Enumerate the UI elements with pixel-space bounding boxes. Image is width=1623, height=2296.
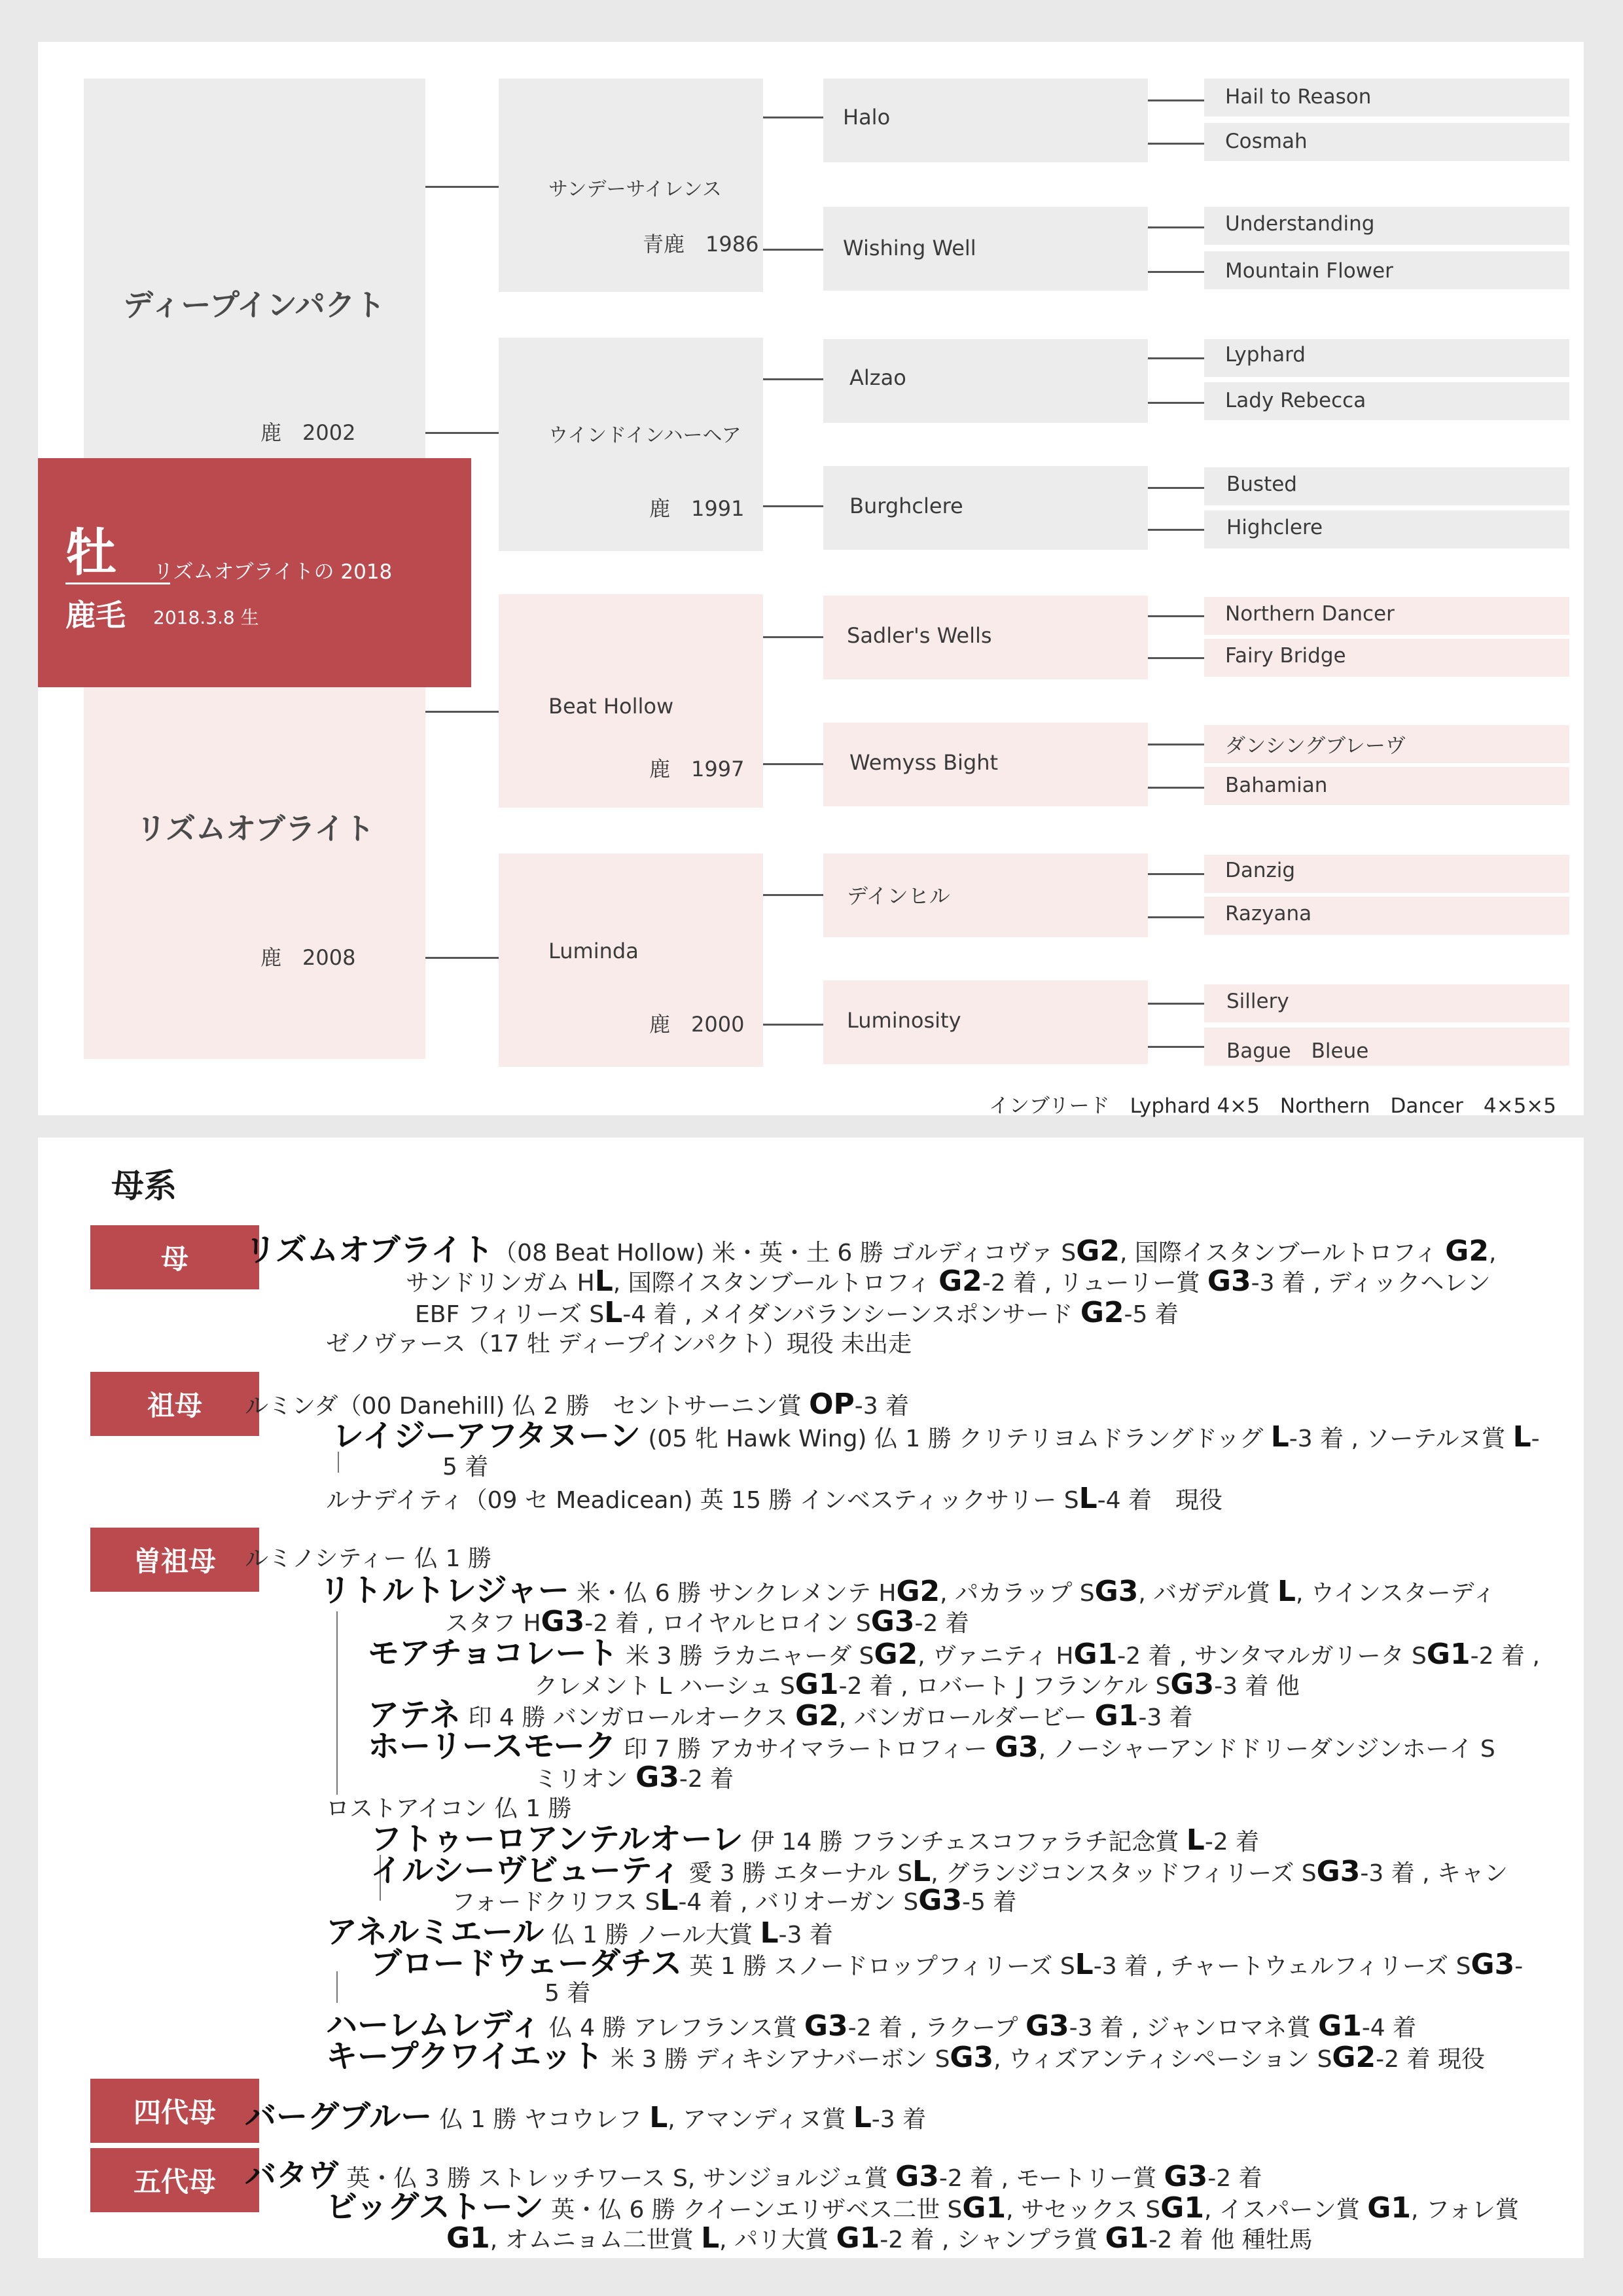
gen4-box — [1204, 207, 1569, 245]
record-text: 伊 14 勝 フランチェスコファラチ記念賞 — [743, 1829, 1186, 1856]
gen4-name: Understanding — [1225, 212, 1375, 236]
gen2-name: Beat Hollow — [548, 694, 674, 719]
maternal-line — [326, 2191, 1519, 2226]
grade-label: G2 — [896, 1575, 940, 1608]
record-text: 仏 4 勝 アレフランス賞 — [541, 2015, 804, 2041]
gen4-box — [1204, 251, 1569, 289]
grade-label: L — [660, 1884, 679, 1917]
record-text: , サセックス S — [1006, 2197, 1161, 2223]
gen2-info: 鹿 1991 — [649, 496, 745, 521]
record-text: ルミンダ（00 Danehill) 仏 2 勝 セントサーニン賞 — [245, 1393, 810, 1420]
grade-label: G3 — [1207, 1265, 1251, 1298]
maternal-line — [326, 1329, 912, 1360]
record-text: フォードクリフス S — [452, 1889, 660, 1916]
record-text: -3 着 , チャートウェルフィリーズ S — [1093, 1953, 1471, 1980]
gen4-box — [1204, 984, 1569, 1022]
gen4-box — [1204, 725, 1569, 763]
grade-label: OP — [809, 1388, 855, 1421]
connector-line — [425, 957, 499, 959]
grade-label: L — [1512, 1420, 1531, 1454]
gen4-box — [1204, 767, 1569, 805]
grade-label: G3 — [1316, 1855, 1361, 1888]
record-text: （08 Beat Hollow) 米・英・土 6 勝 ゴルディコヴァ S — [493, 1240, 1077, 1266]
connector-line — [425, 432, 499, 434]
horse-name: イルシーヴビューティ — [370, 1852, 681, 1889]
pedigree-panel — [38, 42, 1584, 1118]
record-text: , バガデル賞 — [1138, 1580, 1277, 1607]
grade-label: L — [594, 1265, 613, 1298]
sire-name: ディープインパクト — [123, 287, 385, 323]
record-text: -2 着 , シャンプラ賞 — [880, 2227, 1105, 2253]
record-text: -2 着 — [914, 1610, 969, 1637]
record-text: -2 着 — [1204, 1829, 1260, 1856]
grade-label: G3 — [950, 2041, 994, 2074]
gen4-name: Razyana — [1225, 902, 1312, 925]
record-text: -2 着 , サンタマルガリータ S — [1117, 1643, 1427, 1670]
maternal-line — [245, 2098, 927, 2136]
grade-label: G2 — [795, 1699, 839, 1732]
maternal-line — [326, 2038, 1485, 2075]
grade-label: G3 — [870, 1605, 915, 1638]
record-text: -2 着 , ラクープ — [847, 2015, 1026, 2041]
record-text: -2 着 , モートリー賞 — [938, 2165, 1164, 2192]
gen4-box — [1204, 382, 1569, 420]
gen2-name: サンデーサイレンス — [548, 178, 722, 201]
record-text: -5 着 — [1124, 1301, 1179, 1328]
grade-label: G1 — [1160, 2191, 1204, 2225]
record-text: 仏 1 勝 ノール大賞 — [544, 1922, 760, 1948]
gen4-box — [1204, 1028, 1569, 1066]
grade-label: L — [1270, 1420, 1289, 1454]
maternal-line — [406, 1266, 1490, 1299]
record-text: EBF フィリーズ S — [415, 1301, 605, 1328]
record-text: 5 着 — [442, 1454, 489, 1480]
gen3-box — [823, 207, 1148, 291]
record-text: サンドリンガム H — [406, 1270, 595, 1297]
connector-line — [1148, 615, 1204, 617]
record-text: -3 着 , ソーテルヌ賞 — [1289, 1426, 1513, 1452]
gen3-name: Alzao — [849, 365, 906, 390]
connector-line — [1148, 271, 1204, 273]
grade-label: G3 — [1170, 1668, 1215, 1701]
record-text: -2 着 他 種牡馬 — [1149, 2227, 1313, 2253]
record-text: 英 1 勝 スノードロップフィリーズ S — [682, 1953, 1075, 1980]
dam-name: リズムオブライト — [136, 811, 375, 846]
grade-label: L — [853, 2101, 872, 2134]
subject-birth: 2018.3.8 生 — [153, 607, 259, 628]
record-text: -3 着 , ジャンロマネ賞 — [1069, 2015, 1319, 2041]
grade-label: L — [701, 2221, 720, 2255]
gen4-box — [1204, 639, 1569, 677]
record-text: -3 着 — [1138, 1704, 1193, 1731]
label-granddam: 祖母 — [90, 1372, 259, 1436]
connector-line — [1148, 1003, 1204, 1005]
subject-sex: 牡 — [65, 524, 117, 583]
horse-name: アネルミエール — [326, 1914, 544, 1950]
record-text: -2 着 , ロバート J フランケル S — [838, 1673, 1171, 1700]
grade-label: G3 — [804, 2009, 848, 2043]
record-text: , パリ大賞 — [719, 2227, 836, 2253]
connector-line — [763, 894, 823, 896]
gen4-box — [1204, 339, 1569, 377]
record-text: (05 牝 Hawk Wing) 仏 1 勝 クリテリヨムドラングドッグ — [640, 1426, 1271, 1452]
grade-label: G3 — [995, 1731, 1039, 1764]
connector-line — [1148, 1046, 1204, 1048]
horse-name: バタヴ — [245, 2157, 340, 2194]
sire-box — [84, 79, 425, 501]
connector-line — [1148, 357, 1204, 359]
gen3-box — [823, 596, 1148, 679]
gen3-name: デインヒル — [847, 884, 950, 908]
record-text: -3 着 — [854, 1393, 910, 1420]
record-text: 仏 1 勝 ヤコウレフ — [432, 2106, 650, 2133]
grade-label: G2 — [1076, 1234, 1120, 1268]
gen2-name: Luminda — [548, 939, 639, 963]
grade-label: L — [912, 1855, 931, 1888]
record-text: , ウィズアンティシペーション S — [993, 2046, 1332, 2073]
connector-line — [763, 378, 823, 380]
connector-line — [1148, 487, 1204, 489]
record-text: 米・仏 6 勝 サンクレメンテ H — [569, 1580, 897, 1607]
record-text: 印 7 勝 アカサイマラートロフィー — [616, 1736, 995, 1763]
grade-label: L — [1186, 1823, 1205, 1857]
gen3-box — [823, 980, 1148, 1064]
maternal-line — [544, 1978, 590, 2009]
connector-line — [1148, 143, 1204, 145]
connector-line — [1148, 916, 1204, 918]
record-text: 英・仏 6 勝 クイーンエリザベス二世 S — [543, 2197, 963, 2223]
label-dam: 母 — [90, 1225, 259, 1289]
connector-line — [425, 711, 499, 713]
maternal-line — [534, 1669, 1300, 1702]
record-text: - — [1514, 1953, 1524, 1980]
grade-label: G2 — [1445, 1234, 1489, 1268]
connector-line — [1148, 402, 1204, 404]
record-text: -3 着 — [871, 2106, 927, 2133]
record-text: -4 着 — [1361, 2015, 1417, 2041]
grade-label: G1 — [962, 2191, 1007, 2225]
gen3-box — [823, 466, 1148, 550]
gen3-box — [823, 339, 1148, 423]
record-text: , ノーシャーアンドドリーダンジンホーイ S — [1038, 1736, 1495, 1763]
grade-label: L — [760, 1916, 779, 1950]
record-text: ミリオン — [534, 1766, 636, 1793]
gen4-box — [1204, 511, 1569, 548]
gen4-box — [1204, 79, 1569, 117]
record-text: , ヴァニティ H — [918, 1643, 1074, 1670]
maternal-line — [245, 1234, 1496, 1269]
grade-label: L — [1277, 1575, 1296, 1608]
connector-line — [1148, 787, 1204, 789]
connector-line — [1148, 657, 1204, 659]
maternal-line — [368, 1635, 1540, 1672]
record-text: 米 3 勝 ラカニャーダ S — [618, 1643, 874, 1670]
record-text: 米 3 勝 ディキシアナバーボン S — [603, 2046, 950, 2073]
gen3-name: Halo — [843, 105, 891, 130]
record-text: , オムニョム二世賞 — [490, 2227, 702, 2253]
gen4-name: Bague Bleue — [1226, 1039, 1369, 1063]
record-text: - — [1531, 1426, 1540, 1452]
grade-label: L — [1079, 1482, 1097, 1515]
maternal-line — [415, 1297, 1179, 1331]
gen4-box — [1204, 597, 1569, 635]
record-text: -3 着 — [778, 1922, 833, 1948]
dam-info: 鹿 2008 — [260, 945, 356, 970]
grade-label: G1 — [794, 1668, 839, 1701]
record-text: , グランジコンスタッドフィリーズ S — [931, 1860, 1317, 1887]
record-text: ルナデイティ（09 セ Meadicean) 英 15 勝 インベスティックサリー S — [326, 1487, 1079, 1514]
gen4-name: Danzig — [1225, 859, 1296, 882]
grade-label: G3 — [918, 1884, 963, 1917]
grade-label: G1 — [446, 2221, 490, 2255]
gen4-box — [1204, 467, 1569, 505]
gen2-info: 鹿 1997 — [649, 757, 745, 781]
record-text: -2 着 , リューリー賞 — [982, 1270, 1207, 1297]
record-text: -3 着 , ディックヘレン — [1251, 1270, 1491, 1297]
record-text: 英・仏 3 勝 ストレッチワース S, サンジョルジュ賞 — [339, 2165, 896, 2192]
gen4-name: Bahamian — [1225, 774, 1328, 797]
gen4-name: Hail to Reason — [1225, 85, 1372, 109]
record-text: , アマンディヌ賞 — [668, 2106, 853, 2133]
grade-label: G1 — [1073, 1638, 1118, 1671]
connector-line — [1148, 873, 1204, 875]
gen3-name: Wemyss Bight — [849, 750, 999, 775]
horse-name: ホーリースモーク — [368, 1728, 616, 1765]
gen4-name: Sillery — [1226, 990, 1289, 1013]
record-text: , パカラップ S — [940, 1580, 1095, 1607]
gen3-name: Sadler's Wells — [847, 623, 992, 648]
grade-label: G2 — [1332, 2041, 1376, 2074]
record-text: -3 着 他 — [1214, 1673, 1300, 1700]
record-text: -5 着 — [962, 1889, 1017, 1916]
maternal-line — [326, 1483, 1222, 1516]
gen3-name: Luminosity — [847, 1008, 961, 1033]
connector-line — [763, 505, 823, 507]
record-text: -2 着 , — [1470, 1643, 1540, 1670]
gen4-name: Mountain Flower — [1225, 259, 1393, 283]
gen2-info: 青鹿 1986 — [643, 232, 759, 257]
label-great-granddam: 曽祖母 — [90, 1528, 259, 1592]
subject-box — [38, 458, 471, 687]
record-text: 愛 3 勝 エターナル S — [681, 1860, 913, 1887]
maternal-line — [446, 2223, 1313, 2256]
record-text: 印 4 勝 バンガロールオークス — [461, 1704, 796, 1731]
grade-label: G1 — [1318, 2009, 1362, 2043]
grade-label: G3 — [541, 1605, 585, 1638]
horse-name: ビッグストーン — [326, 2189, 544, 2225]
horse-name: バーグブルー — [245, 2098, 433, 2135]
gen4-name: Fairy Bridge — [1225, 644, 1346, 668]
horse-name: レイジーアフタヌーン — [332, 1418, 641, 1454]
record-text: -2 着 — [679, 1766, 734, 1793]
record-text: -4 着 現役 — [1097, 1487, 1222, 1514]
connector-line — [763, 117, 823, 118]
record-text: クレメント L ハーシュ S — [534, 1673, 795, 1700]
record-text: , バンガロールダービー — [838, 1704, 1095, 1731]
record-text: -2 着 — [1207, 2165, 1262, 2192]
gen2-box — [499, 594, 763, 808]
grade-label: G1 — [1105, 2221, 1149, 2255]
connector-line — [1148, 529, 1204, 531]
inbreeding-note: インブリード Lyphard 4×5 Northern Dancer 4×5×5 — [988, 1094, 1556, 1118]
grade-label: G1 — [1094, 1699, 1139, 1732]
connector-line — [763, 249, 823, 251]
label-fifth-dam: 五代母 — [90, 2148, 259, 2212]
grade-label: G2 — [938, 1265, 982, 1298]
gen4-name: Cosmah — [1225, 130, 1308, 153]
record-text: -2 着 , ロイヤルヒロイン S — [584, 1610, 871, 1637]
record-text: -4 着 , バリオーガン S — [678, 1889, 919, 1916]
horse-name: フトゥーロアンテルオーレ — [370, 1821, 743, 1857]
gen4-name: Busted — [1226, 473, 1297, 496]
connector-line — [1148, 99, 1204, 101]
grade-label: L — [604, 1296, 623, 1329]
grade-label: G3 — [1164, 2160, 1208, 2193]
grade-label: L — [649, 2101, 668, 2134]
horse-name: リズムオブライト — [245, 1232, 494, 1268]
record-text: ロストアイコン 仏 1 勝 — [326, 1795, 572, 1822]
grade-label: L — [1075, 1948, 1094, 1981]
record-text: -3 着 , キャン — [1360, 1860, 1508, 1887]
record-text: -2 着 現役 — [1376, 2046, 1485, 2073]
horse-name: アテネ — [368, 1696, 461, 1733]
connector-line — [1148, 744, 1204, 745]
record-text: 5 着 — [544, 1980, 591, 2007]
gen3-name: Wishing Well — [843, 236, 976, 260]
maternal-line — [332, 1420, 1540, 1455]
gen4-name: Lady Rebecca — [1225, 389, 1366, 412]
grade-label: G3 — [1025, 2009, 1069, 2043]
gen3-box — [823, 79, 1148, 162]
record-text: , ウインスターディ — [1295, 1580, 1496, 1607]
grade-label: G1 — [1367, 2191, 1411, 2225]
gen2-box — [499, 79, 763, 292]
record-text: ゼノヴァース（17 牡 ディープインパクト）現役 未出走 — [326, 1331, 912, 1357]
maternal-line — [368, 1728, 1495, 1765]
maternal-section-title: 母系 — [111, 1167, 177, 1205]
gen4-box — [1204, 855, 1569, 893]
horse-name: モアチョコレート — [368, 1635, 618, 1672]
gen4-box — [1204, 897, 1569, 935]
record-text: -4 着 , メイダンバランシーンスポンサード — [622, 1301, 1080, 1328]
maternal-line — [442, 1452, 488, 1483]
grade-label: G2 — [1080, 1296, 1124, 1329]
tree-line — [336, 1611, 338, 1795]
grade-label: G1 — [836, 2221, 880, 2255]
tree-line — [336, 1971, 338, 2003]
record-text: ルミノシティー 仏 1 勝 — [245, 1545, 491, 1572]
grade-label: G3 — [1471, 1948, 1515, 1981]
grade-label: G3 — [895, 2160, 939, 2193]
gen3-box — [823, 723, 1148, 806]
subject-name: リズムオブライトの 2018 — [153, 560, 393, 584]
maternal-line — [534, 1762, 734, 1795]
maternal-line — [245, 1543, 491, 1575]
gen3-name: Burghclere — [849, 493, 963, 518]
horse-name: キープクワイエット — [326, 2038, 603, 2075]
gen2-info: 鹿 2000 — [649, 1012, 745, 1037]
grade-label: G3 — [635, 1761, 679, 1794]
gen4-name: Lyphard — [1225, 343, 1306, 367]
gen4-box — [1204, 123, 1569, 161]
gen2-box — [499, 853, 763, 1067]
record-text: , イスパーン賞 — [1204, 2197, 1368, 2223]
connector-line — [763, 763, 823, 765]
maternal-line — [370, 1945, 1524, 1982]
horse-name: リトルトレジャー — [319, 1572, 569, 1609]
grade-label: G1 — [1426, 1638, 1471, 1671]
record-text: , — [1489, 1240, 1497, 1266]
connector-line — [763, 1024, 823, 1026]
gen2-name: ウインドインハーヘア — [548, 424, 741, 447]
gen4-name: Highclere — [1226, 516, 1323, 539]
subject-coat: 鹿毛 — [65, 598, 126, 633]
maternal-line — [326, 1793, 571, 1825]
record-text: スタフ H — [445, 1610, 541, 1637]
grade-label: G2 — [874, 1638, 918, 1671]
record-text: , フォレ賞 — [1410, 2197, 1520, 2223]
horse-name: ブロードウェーダチス — [370, 1945, 683, 1982]
label-fourth-dam: 四代母 — [90, 2079, 259, 2143]
gen4-name: ダンシングブレーヴ — [1225, 734, 1406, 758]
connector-line — [763, 636, 823, 638]
grade-label: G3 — [1094, 1575, 1139, 1608]
sire-info: 鹿 2002 — [260, 420, 356, 445]
dam-box — [84, 687, 425, 1059]
connector-line — [1148, 226, 1204, 228]
connector-line — [425, 186, 499, 188]
gen3-box — [823, 853, 1148, 937]
gen4-name: Northern Dancer — [1225, 602, 1395, 626]
gen2-box — [499, 338, 763, 551]
horse-name: ハーレムレディ — [326, 2007, 542, 2043]
record-text: , 国際イスタンブールトロフィ — [613, 1270, 939, 1297]
record-text: , 国際イスタンブールトロフィ — [1119, 1240, 1446, 1266]
